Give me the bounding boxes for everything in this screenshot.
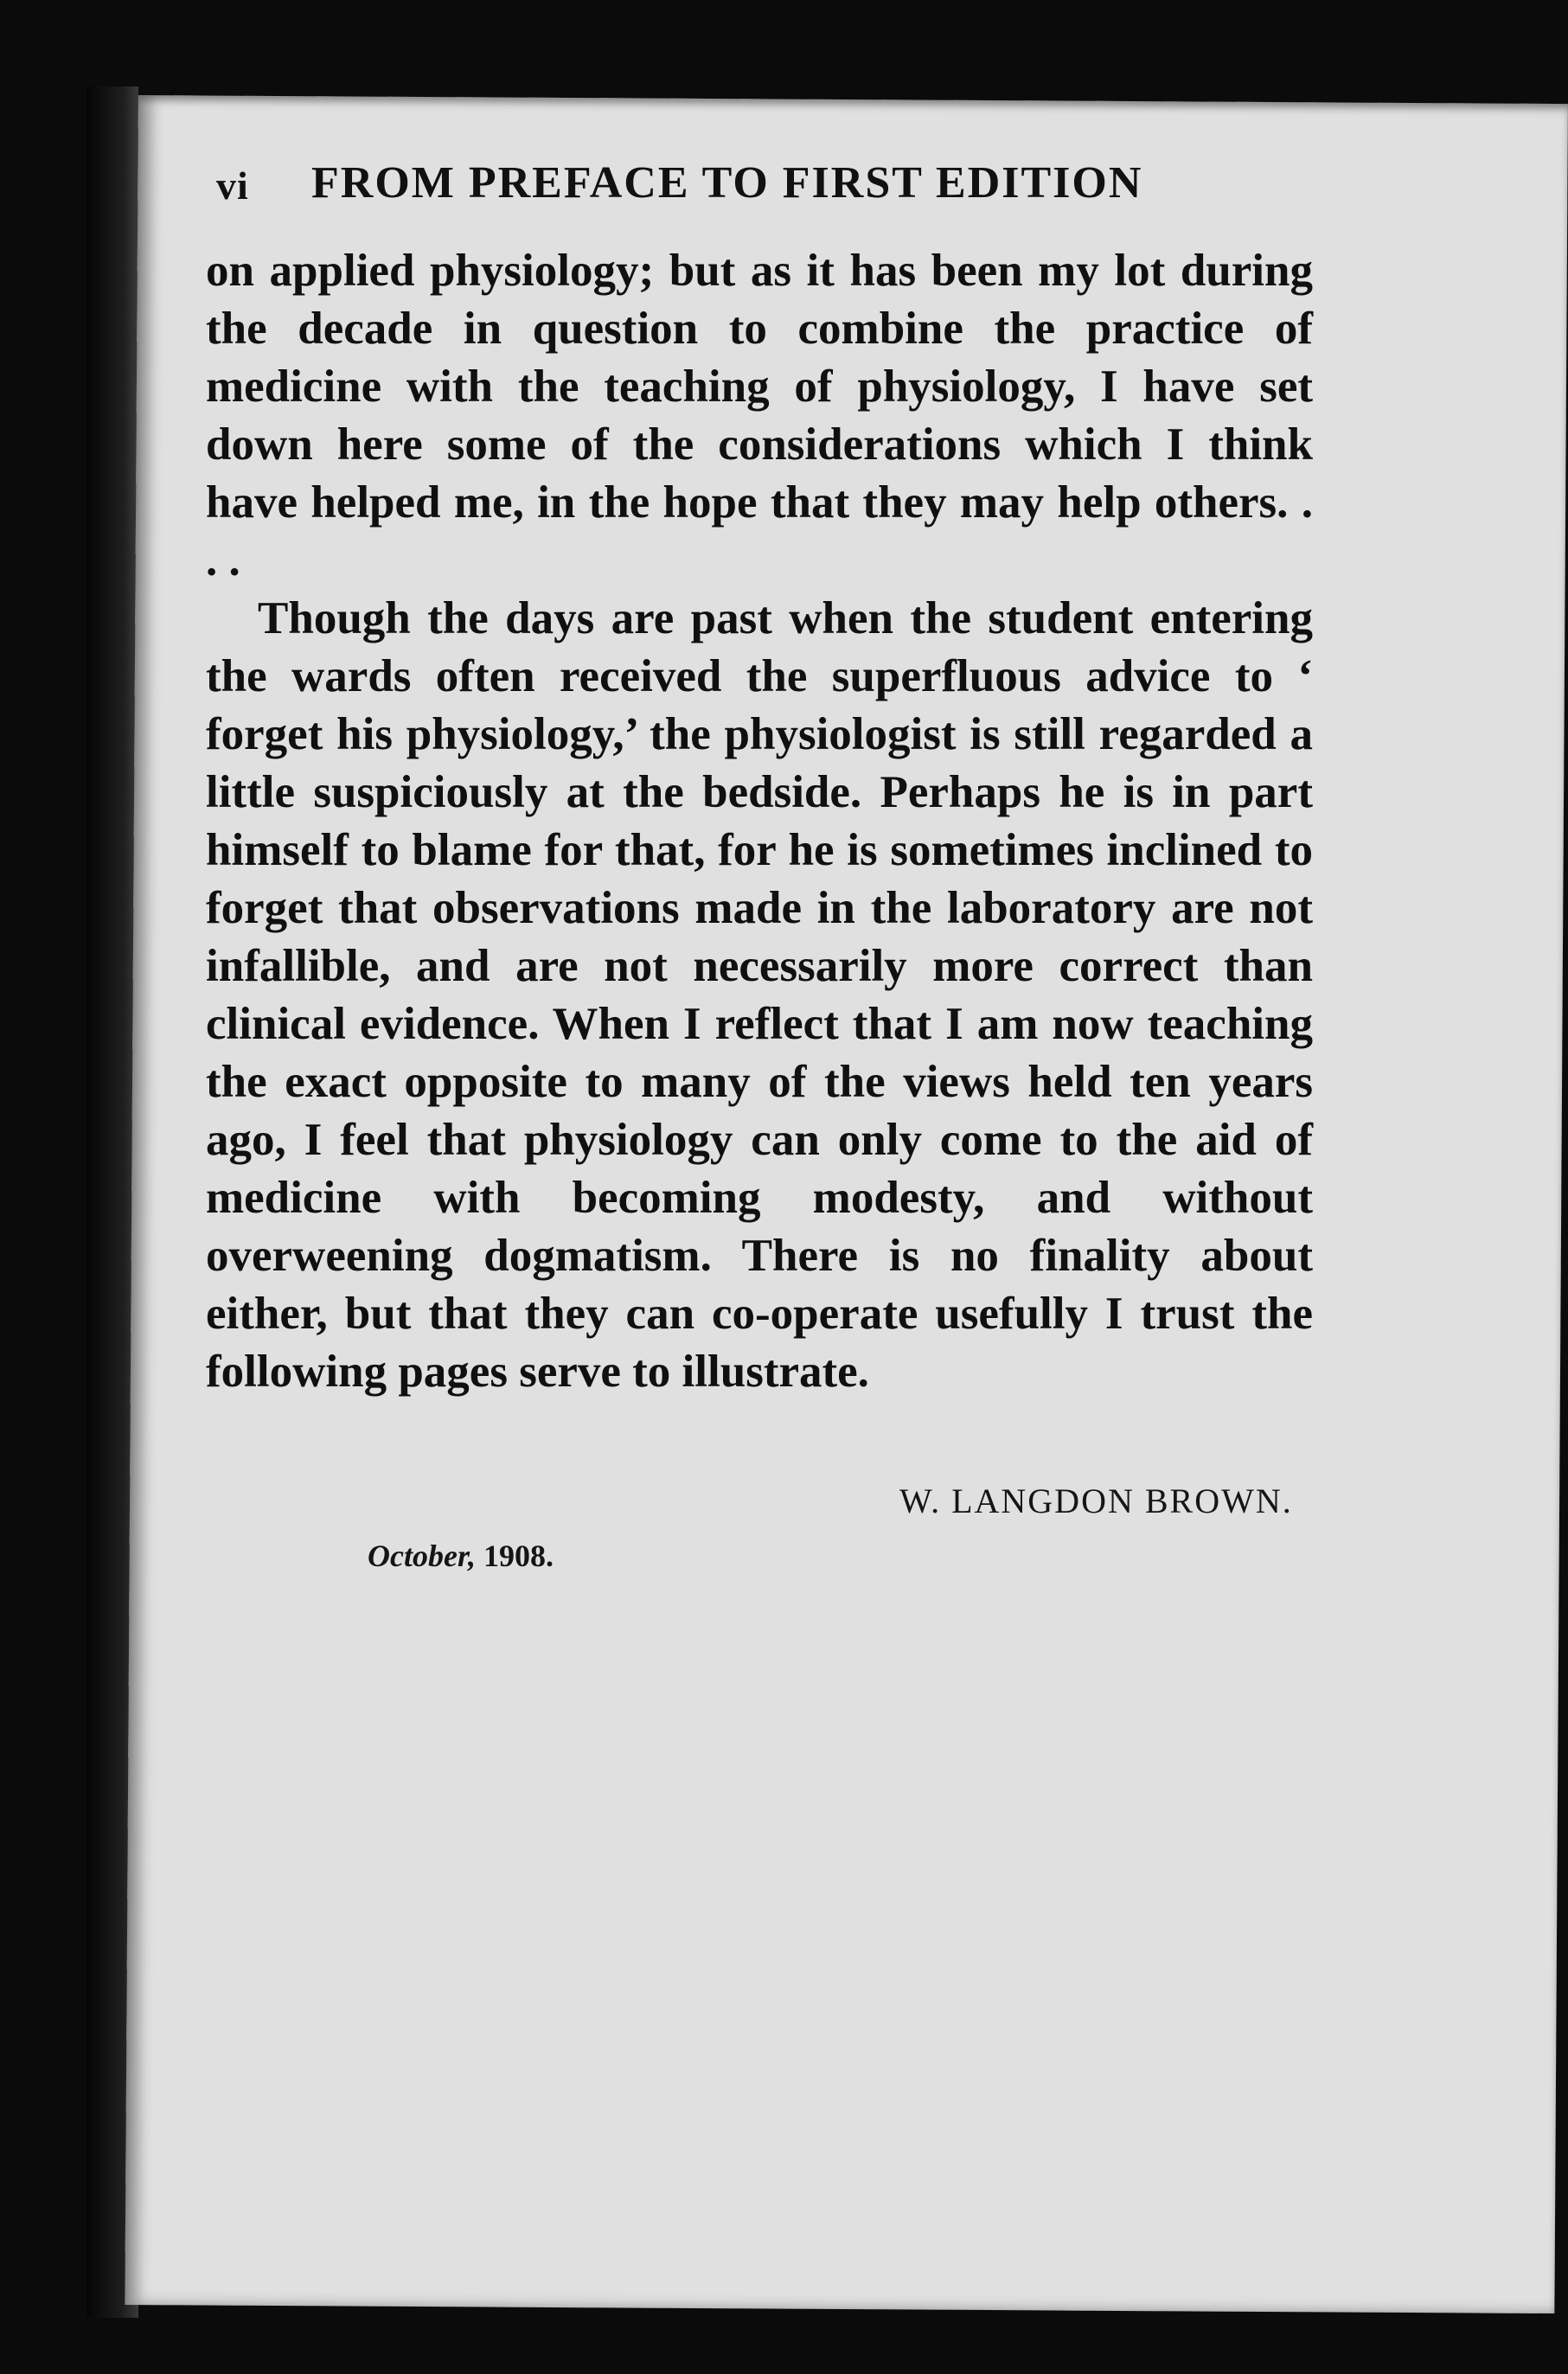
page-header [216, 147, 1315, 225]
running-head: FROM PREFACE TO FIRST EDITION [311, 158, 1143, 208]
date-year: 1908. [483, 1539, 554, 1573]
page-number: vi [216, 163, 249, 208]
date-month: October, [368, 1539, 476, 1573]
paragraph-continued: on applied physiology; but as it has been my lot during the decade in question to combine the practice of medicine with the teaching of physiology, I have set down here some of the considerations which I think have helped me, in the hope that they may help others. . . . [206, 246, 1313, 586]
paragraph: Though the days are past when the student entering the wards often received the superfluous advice to ‘ forget his physiology,’ the physiologist is still regarded a little suspiciously at the bedside. Perhaps he is in part himself to blame for that, for he is sometimes inclined to forget that observations made in the laboratory are not infallible, and are not necessarily more correct than clinical evidence. When I reflect that I am now teaching the exact opposite to many of the views held ten years ago, I feel that physiology can only come to the aid of medicine with becoming modesty, and without overweening dogmatism. There is no finality about either, but that they can co-operate usefully I trust the following pages serve to illustrate. [206, 593, 1313, 1397]
preface-date [368, 1538, 554, 1574]
body-text [206, 242, 1313, 1401]
author-signature: W. LANGDON BROWN. [899, 1481, 1293, 1520]
